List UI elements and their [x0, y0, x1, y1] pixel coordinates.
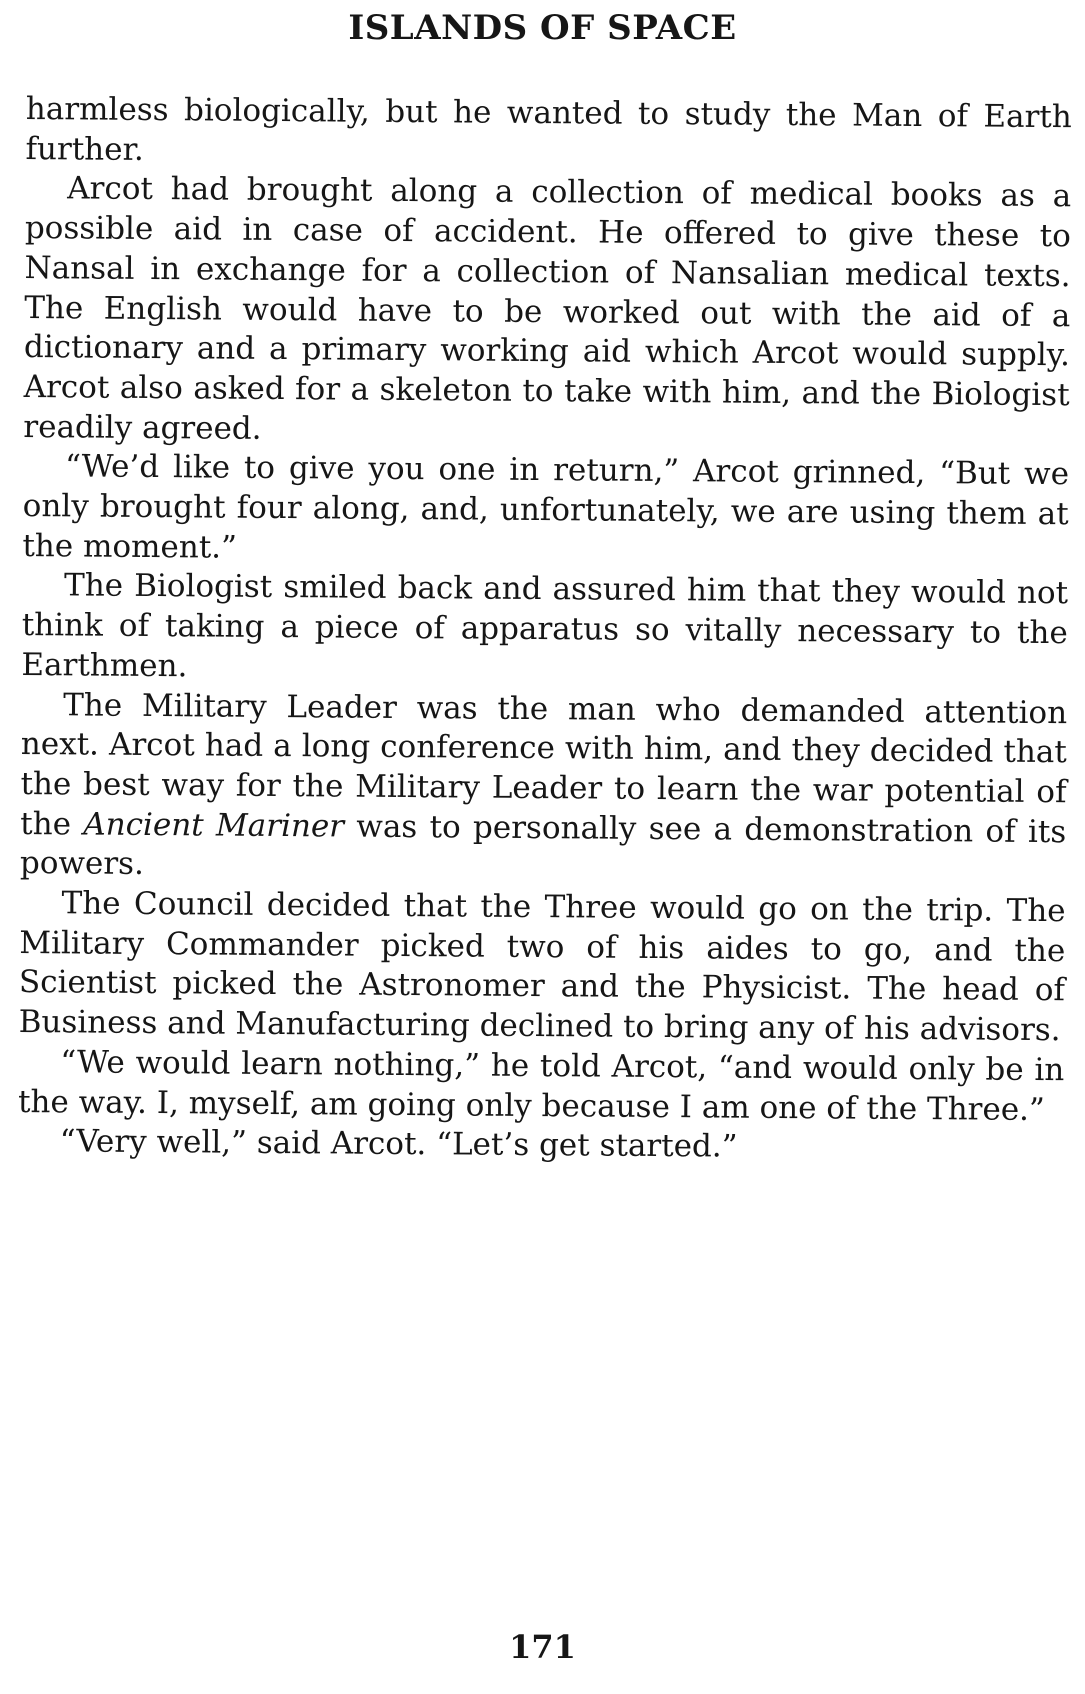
paragraph-text: The Military Leader was the man who demanded attention next. Arcot had a long conference with him, and they decided that the best way for the Military Leader to learn the war potential of the — [20, 686, 1068, 843]
paragraph: Arcot had brought along a collection of medical books as a possible aid in case of accident. He offered to give these to Nansal in exchange for a collection of Nansalian medical texts. The English would have to be worked out with the aid of a dictionary and a primary working aid which Arcot would supply. Arcot also asked for a skeleton to take with him, and the Biologist readily agreed. — [23, 170, 1072, 447]
paragraph: “We would learn nothing,” he told Arcot, “and would only be in the way. I, myself, am going only because I am one of the Three.” — [17, 1044, 1065, 1128]
page-number: 171 — [509, 1628, 576, 1666]
paragraph: “Very well,” said Arcot. “Let’s get started.” — [59, 1123, 738, 1165]
ship-name: Ancient Mariner — [83, 806, 345, 845]
paragraph: “We’d like to give you one in return,” Arcot grinned, “But we only brought four along, and, unfortunately, we are using them at the moment.” — [22, 448, 1070, 566]
paragraph: harmless biologically, but he wanted to study the Man of Earth further. — [25, 90, 1072, 168]
paragraph: The Council decided that the Three would go on the trip. The Military Commander picked two of his aides to go, and the Scientist picked the Astronomer and the Physicist. The head of Business and Manufacturing declined to bring any of his advisors. — [18, 885, 1066, 1049]
paragraph: The Biologist smiled back and assured him that they would not think of taking a piece of apparatus so vitally necessary to the Earthmen. — [21, 567, 1069, 685]
running-head: ISLANDS OF SPACE — [348, 8, 737, 48]
body-text — [18, 90, 1072, 1170]
paragraph-text: was to personally see a demonstration of its powers. — [19, 808, 1067, 883]
paragraph — [20, 686, 1068, 893]
